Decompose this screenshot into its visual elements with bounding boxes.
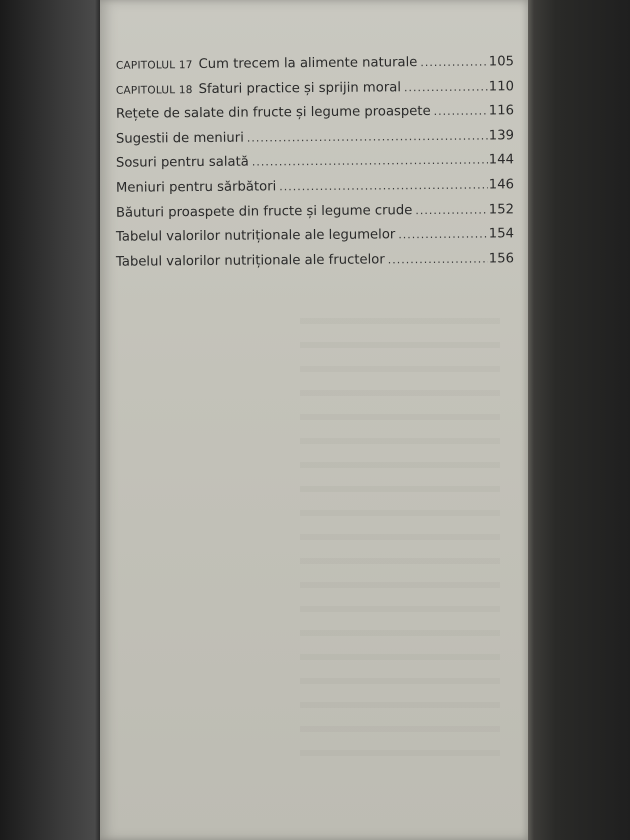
toc-page-number: 156: [488, 251, 515, 267]
toc-page-number: 110: [488, 78, 515, 95]
toc-title: Sfaturi practice și sprijin moral: [198, 79, 402, 97]
toc-title: Băuturi proaspete din fructe și legume crude: [115, 202, 413, 221]
toc-page-number: 116: [488, 103, 515, 119]
book-page-edge: [526, 0, 630, 840]
toc-leader-dots: [252, 154, 488, 169]
toc-entry: [116, 54, 514, 82]
toc-title: Meniuri pentru sărbători: [115, 179, 277, 196]
toc-leader-dots: [398, 228, 488, 242]
table-of-contents: [116, 56, 514, 277]
toc-entry: [116, 202, 514, 230]
toc-entry: [116, 79, 514, 107]
toc-leader-dots: [279, 178, 488, 193]
toc-leader-dots: [415, 203, 488, 217]
toc-leader-dots: [247, 129, 488, 144]
toc-entry: [116, 153, 514, 181]
toc-title: Cum trecem la alimente naturale: [198, 55, 418, 73]
toc-title: Sosuri pentru salată: [115, 154, 249, 172]
toc-page-number: 144: [488, 152, 515, 168]
toc-leader-dots: [420, 55, 488, 69]
toc-entry: [116, 251, 514, 279]
toc-page-number: 152: [488, 201, 515, 218]
toc-leader-dots: [388, 252, 488, 266]
toc-entry: [116, 226, 514, 254]
toc-page-number: 139: [488, 128, 515, 144]
toc-chapter-label: CAPITOLUL 17: [115, 59, 193, 72]
toc-title: Tabelul valorilor nutriționale ale fructelor: [115, 252, 385, 270]
toc-title: Sugestii de meniuri: [115, 130, 244, 147]
show-through-text: [300, 300, 500, 760]
toc-page-number: 146: [488, 177, 515, 193]
toc-page-number: 105: [488, 54, 515, 70]
toc-entry: [116, 177, 514, 205]
toc-leader-dots: [404, 80, 488, 94]
toc-title: Rețete de salate din fructe și legume proaspete: [115, 104, 431, 122]
toc-chapter-label: CAPITOLUL 18: [115, 83, 193, 97]
toc-leader-dots: [434, 105, 488, 118]
toc-page-number: 154: [488, 226, 515, 242]
toc-title: Tabelul valorilor nutriționale ale legumelor: [115, 227, 396, 245]
book-page: [100, 0, 528, 840]
toc-entry: [116, 103, 514, 131]
